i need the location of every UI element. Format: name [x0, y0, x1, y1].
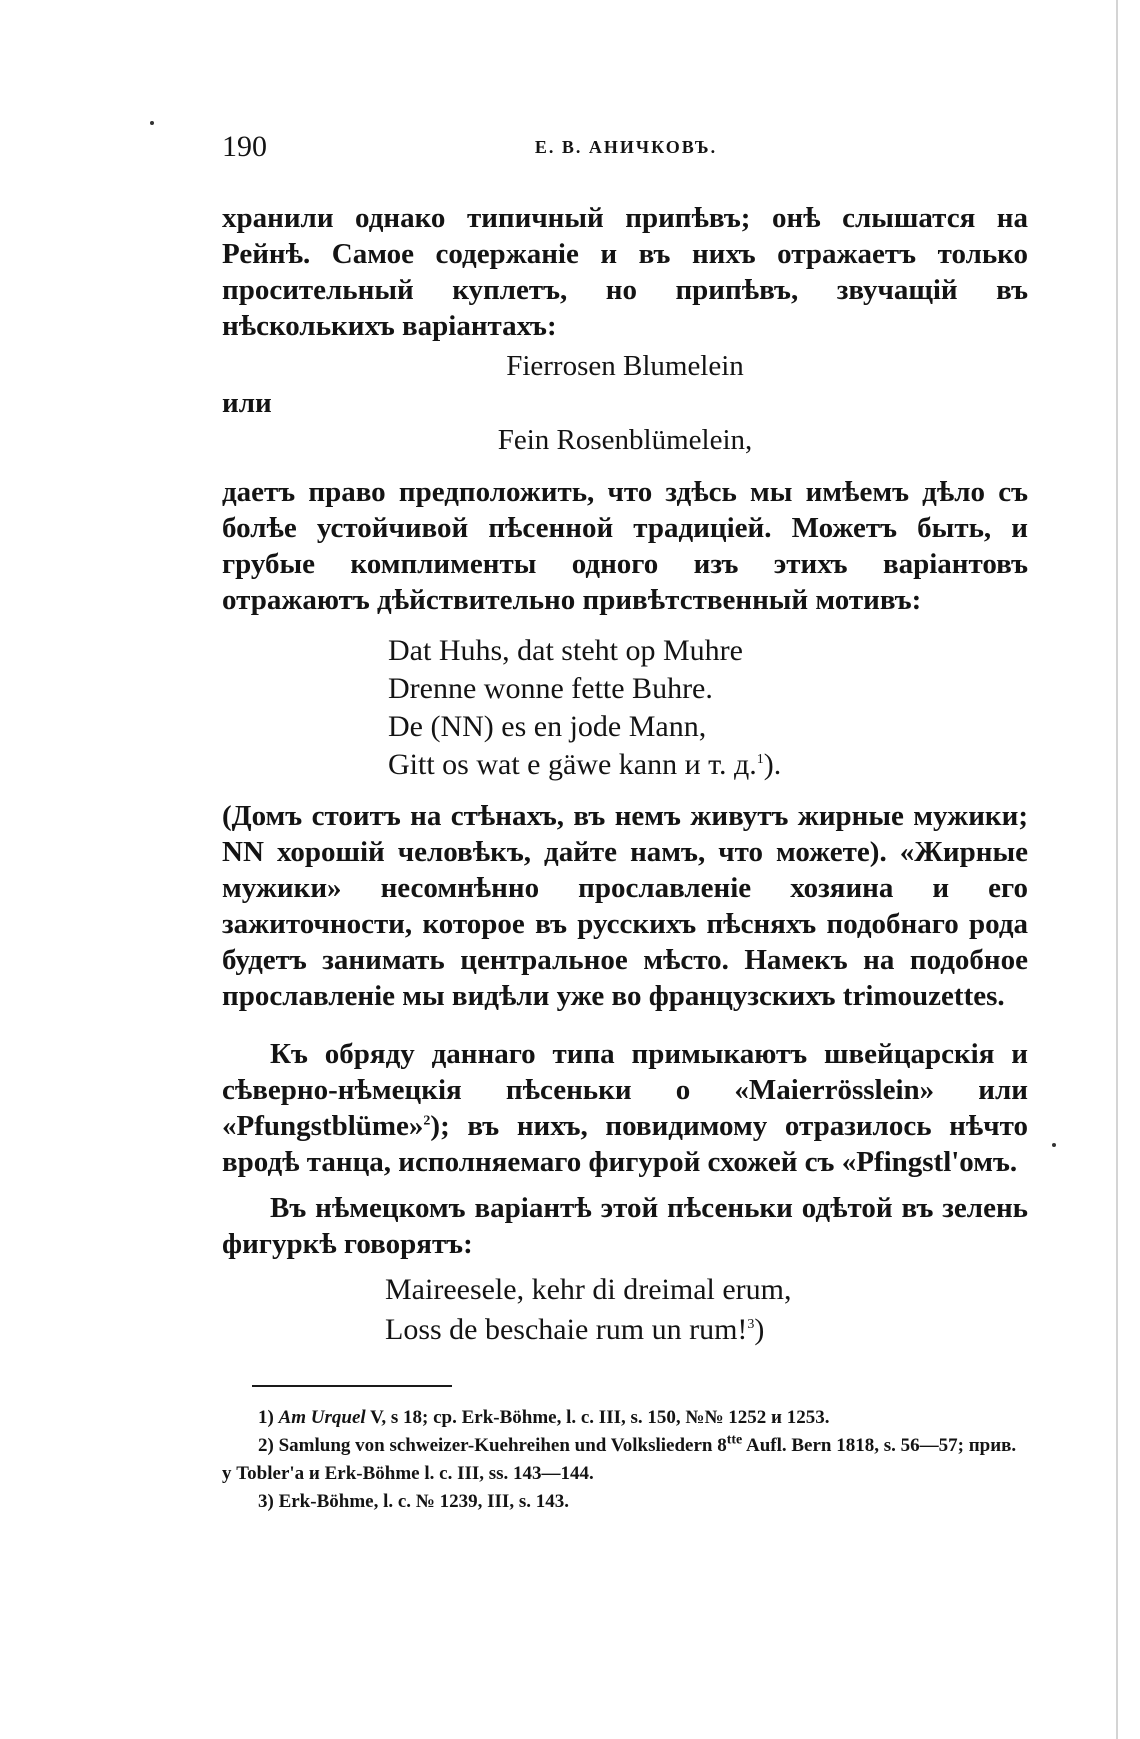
page-number: 190 — [222, 130, 267, 163]
verse-1-line: Drenne wonne fette Buhre. — [388, 672, 713, 705]
verse-2-line-1: Maireesele, kehr di dreimal erum, — [385, 1273, 792, 1306]
paragraph-4-block — [222, 1036, 1028, 1180]
paragraph-1: хранили однако типичный припѣвъ; онѣ слышатся на Рейнѣ. Самое содержаніе и въ нихъ отражаетъ только просительный куплетъ, но припѣвъ, звучащій въ нѣсколькихъ варіантахъ: — [222, 202, 1028, 342]
footnote-ref-3: 3 — [747, 1317, 755, 1332]
footnote-2 — [222, 1432, 1028, 1488]
running-title: Е. В. АНИЧКОВЪ. — [534, 137, 718, 157]
paragraph-3-block — [222, 798, 1028, 1014]
verse-1-last-end: ). — [763, 748, 782, 781]
footnote-3-number: 3) — [258, 1491, 274, 1512]
paragraph-3: (Домъ стоитъ на стѣнахъ, въ немъ живутъ жирные мужики; NN хорошій человѣкъ, дайте намъ, что можете). «Жирные мужики» несомнѣнно прославленіе хозяина и его зажиточности, которое въ русскихъ пѣсняхъ подобнаго рода будетъ занимать центральное мѣсто. Намекъ на подобное прославленіе мы видѣли уже во французскихъ trimouzettes. — [222, 800, 1028, 1012]
footnote-divider — [252, 1385, 452, 1387]
scan-speck — [150, 121, 154, 125]
verse-2-line-2-text: Loss de beschaie rum un rum! — [385, 1313, 748, 1346]
verse-1-line-last — [388, 746, 1028, 784]
paragraph-5: Въ нѣмецкомъ варіантѣ этой пѣсеньки одѣтой въ зелень фигуркѣ говорятъ: — [222, 1192, 1028, 1260]
footnote-2-sup: tte — [726, 1432, 743, 1448]
footnotes — [222, 1404, 1028, 1516]
verse-2-end: ) — [754, 1313, 765, 1346]
footnote-1-title: Am Urquel — [278, 1407, 366, 1428]
variant-line-1: Fierrosen Blumelein — [506, 350, 744, 382]
verse-2 — [385, 1270, 1025, 1350]
paragraph-4-text-b: ); въ нихъ, повидимому отразилось нѣчто вродѣ танца, исполняемаго фигурой схожей съ «Pfingstl'омъ. — [222, 1110, 1028, 1178]
footnote-1 — [222, 1404, 1028, 1432]
verse-1-last-text: Gitt os wat e gäwe kann и т. д. — [388, 748, 757, 781]
verse-1-line: Dat Huhs, dat steht op Muhre — [388, 634, 743, 667]
paragraph-2: даетъ право предположить, что здѣсь мы имѣемъ дѣло съ болѣе устойчивой пѣсенной традиціей. Можетъ быть, и грубые комплименты одного изъ этихъ варіантовъ отражаютъ дѣйствительно привѣтственный мотивъ: — [222, 476, 1028, 616]
page-edge-line — [1116, 0, 1118, 1739]
footnote-ref-1: 1 — [756, 752, 764, 767]
footnote-3 — [222, 1488, 1028, 1516]
footnote-1-text: V, s 18; ср. Erk-Böhme, l. c. III, s. 150, №№ 1252 и 1253. — [365, 1407, 830, 1428]
variant-line-2: Fein Rosenblümelein, — [497, 424, 753, 456]
verse-2-line-2 — [385, 1310, 1025, 1350]
footnote-2-text-2: Aufl. Bern 1818, s. 56—57; прив. у Tobler'а и Erk-Böhme l. c. III, ss. 143—144. — [222, 1435, 1017, 1484]
paragraph-5-block — [222, 1190, 1028, 1262]
paragraph-2-block — [222, 474, 1028, 618]
page-header — [222, 130, 1030, 166]
scan-speck — [1052, 1143, 1056, 1147]
footnote-2-text: Samlung von schweizer-Kuehreihen und Volksliedern 8 — [278, 1435, 727, 1456]
footnote-1-number: 1) — [258, 1407, 274, 1428]
footnote-2-number: 2) — [258, 1435, 274, 1456]
paragraph-4 — [222, 1036, 1028, 1180]
footnote-3-text: Erk-Böhme, l. c. № 1239, III, s. 143. — [278, 1491, 569, 1512]
paragraph-4-text-a: Къ обряду даннаго типа примыкаютъ швейцарскія и сѣверно-нѣмецкія пѣсеньки о «Maierrössleіn» или «Pfungstblüme» — [222, 1038, 1028, 1142]
footnote-ref-2: 2 — [423, 1113, 431, 1129]
paragraph-1-block — [222, 200, 1028, 459]
verse-1-line: De (NN) es en jode Mann, — [388, 710, 707, 743]
verse-1 — [388, 632, 1028, 784]
or-word: или — [222, 387, 272, 419]
